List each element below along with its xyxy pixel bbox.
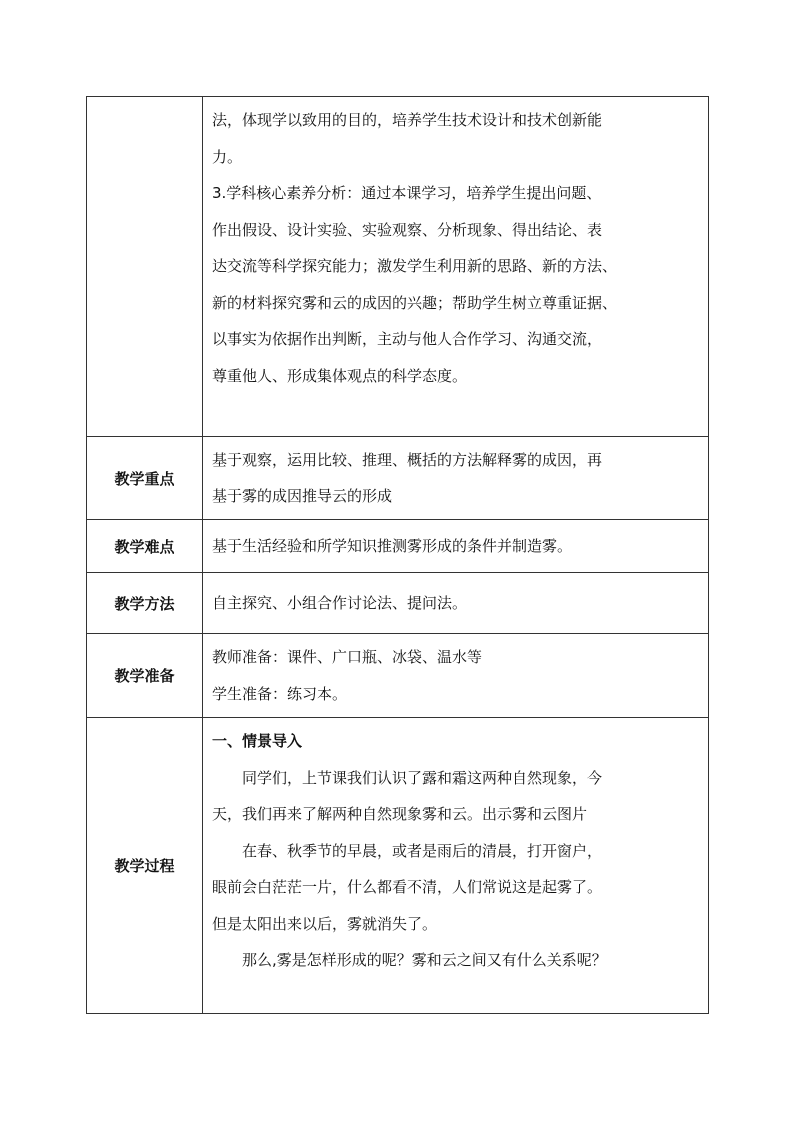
text-line: 在春、秋季节的早晨，或者是雨后的清晨，打开窗户， [242, 841, 603, 860]
text-line: 学生准备：练习本。 [212, 684, 348, 703]
objectives-continued-cell [203, 97, 709, 437]
text-line: 作出假设、设计实验、实验观察、分析现象、得出结论、表 [212, 220, 603, 239]
table-row-key-points [87, 437, 709, 520]
table-row-difficulties [87, 520, 709, 573]
text-line: 眼前会白茫茫一片，什么都看不清，人们常说这是起雾了。 [212, 878, 603, 896]
text-line: 3.学科核心素养分析：通过本课学习，培养学生提出问题、 [212, 184, 602, 202]
table-row-preparation [87, 634, 709, 718]
row-label-key-points: 教学重点 [87, 437, 203, 520]
row-label-difficulties: 教学难点 [87, 520, 203, 573]
text-line: 力。 [212, 147, 243, 166]
text-line: 新的材料探究雾和云的成因的兴趣；帮助学生树立尊重证据、 [212, 293, 618, 312]
text-line: 教师准备：课件、广口瓶、冰袋、温水等 [212, 648, 483, 666]
text-line: 基于生活经验和所学知识推测雾形成的条件并制造雾。 [212, 537, 573, 555]
key-points-cell [203, 437, 709, 520]
methods-cell [203, 573, 709, 634]
text-line: 尊重他人、形成集体观点的科学态度。 [212, 366, 468, 385]
text-line: 法，体现学以致用的目的，培养学生技术设计和技术创新能 [212, 111, 603, 129]
row-label-methods: 教学方法 [87, 573, 203, 634]
row-label-empty [87, 97, 203, 437]
table-row-methods [87, 573, 709, 634]
text-line: 基于观察，运用比较、推理、概括的方法解释雾的成因，再 [212, 450, 603, 469]
text-line: 达交流等科学探究能力；激发学生利用新的思路、新的方法、 [212, 257, 618, 275]
text-line: 基于雾的成因推导云的形成 [212, 487, 393, 505]
preparation-cell [203, 634, 709, 718]
table-row-objectives-continued [87, 97, 709, 437]
text-line: 但是太阳出来以后，雾就消失了。 [212, 914, 438, 933]
lesson-plan-table [86, 96, 709, 1014]
text-line: 那么,雾是怎样形成的呢？雾和云之间又有什么关系呢？ [242, 951, 607, 969]
text-line: 天，我们再来了解两种自然现象雾和云。出示雾和云图片 [212, 805, 588, 823]
text-line: 自主探究、小组合作讨论法、提问法。 [212, 594, 468, 612]
table-row-process [87, 718, 709, 1014]
text-line: 以事实为依据作出判断，主动与他人合作学习、沟通交流， [212, 330, 603, 348]
process-cell [203, 718, 709, 1014]
difficulties-cell [203, 520, 709, 573]
section-heading: 一、情景导入 [212, 732, 303, 750]
row-label-process: 教学过程 [87, 718, 203, 1014]
text-line: 同学们，上节课我们认识了露和霜这两种自然现象，今 [242, 768, 603, 787]
row-label-preparation: 教学准备 [87, 634, 203, 718]
